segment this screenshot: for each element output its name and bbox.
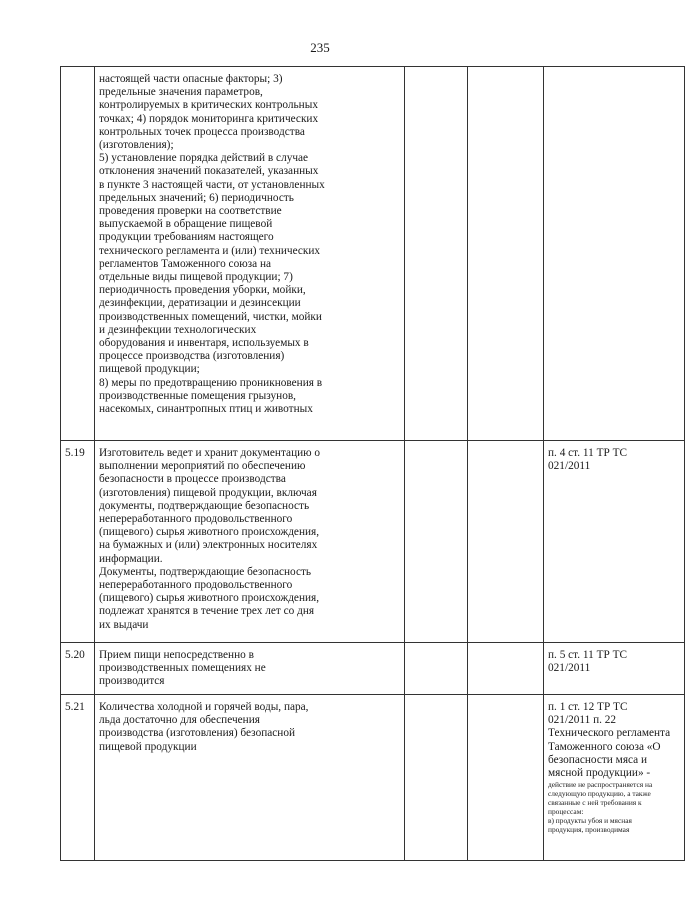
reference-cell — [544, 695, 685, 861]
row-number: 5.19 — [61, 441, 95, 643]
requirement-text: Количества холодной и горячей воды, пара, льда достаточно для обеспечения производства (изготовления) безопасной пищевой продукции — [95, 695, 405, 861]
requirement-text: Прием пищи непосредственно в производственных помещениях не производится — [95, 643, 405, 695]
reference-text: п. 4 ст. 11 ТР ТС 021/2011 — [548, 447, 628, 473]
row-number: 5.20 — [61, 643, 95, 695]
empty-cell — [468, 643, 544, 695]
reference-cell — [544, 67, 685, 441]
empty-cell — [468, 67, 544, 441]
empty-cell — [468, 441, 544, 643]
empty-cell — [405, 643, 468, 695]
empty-cell — [405, 441, 468, 643]
row-number: 5.21 — [61, 695, 95, 861]
table-row — [61, 695, 685, 861]
requirement-text: настоящей части опасные факторы; 3) предельные значения параметров, контролируемых в критических контрольных точках; 4) порядок мониторинга критических контрольных точек процесса производства (изготовления); 5) установление порядка действий в случае отклонения значений показателей, указанных в пункте 3 настоящей части, от установленных предельных значений; 6) периодичность проведения проверки на соответствие выпускаемой в обращение пищевой продукции требованиям настоящего технического регламента и (или) технических регламентов Таможенного союза на отдельные виды пищевой продукции; 7) периодичность проведения уборки, мойки, дезинфекции, дератизации и дезинсекции производственных помещений, чистки, мойки и дезинфекции технологических оборудования и инвентаря, используемых в процессе производства (изготовления) пищевой продукции; 8) меры по предотвращению проникновения в производственные помещения грызунов, насекомых, синантропных птиц и животных — [95, 67, 405, 441]
reference-text: п. 1 ст. 12 ТР ТС 021/2011 п. 22 Технического регламента Таможенного союза «О безопасности мяса и мясной продукции» - — [548, 701, 671, 780]
table-row — [61, 643, 685, 695]
row-number — [61, 67, 95, 441]
table-row — [61, 441, 685, 643]
empty-cell — [405, 67, 468, 441]
requirement-text: Изготовитель ведет и хранит документацию о выполнении мероприятий по обеспечению безопасности в процессе производства (изготовления) пищевой продукции, включая документы, подтверждающие безопасность непереработанного продовольственного (пищевого) сырья животного происхождения, на бумажных и (или) электронных носителях информации. Документы, подтверждающие безопасность непереработанного продовольственного (пищевого) сырья животного происхождения, подлежат хранятся в течение трех лет со дня их выдачи — [95, 441, 405, 643]
reference-cell — [544, 643, 685, 695]
reference-cell — [544, 441, 685, 643]
empty-cell — [468, 695, 544, 861]
table-row — [61, 67, 685, 441]
reference-text: п. 5 ст. 11 ТР ТС 021/2011 — [548, 649, 628, 675]
empty-cell — [405, 695, 468, 861]
requirements-table — [60, 66, 685, 861]
page-number: 235 — [310, 40, 330, 55]
reference-footnote: действие не распространяется на следующую продукцию, а также связанные с ней требования к процессам: в) продукты убоя и мясная продукция, производимая — [548, 780, 653, 835]
